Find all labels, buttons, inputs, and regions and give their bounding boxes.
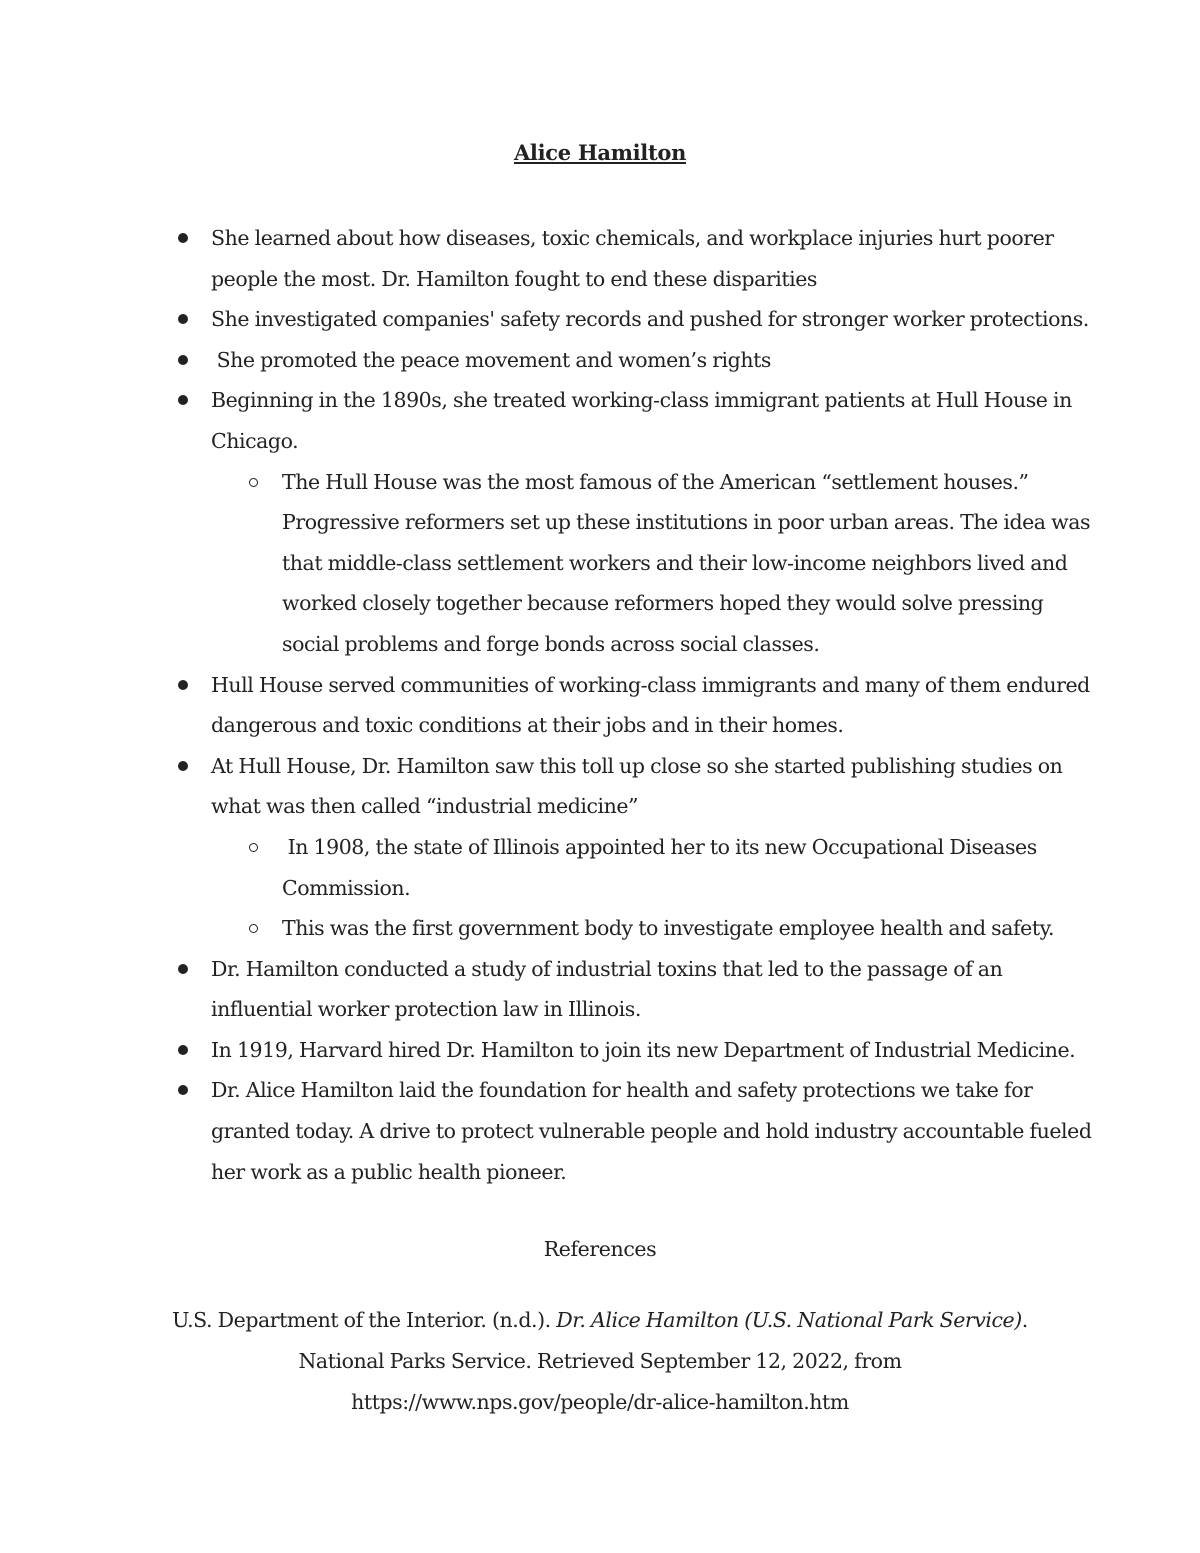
list-item-line: She learned about how diseases, toxic chemicals, and workplace injuries hurt poorer	[211, 226, 1054, 250]
list-item-line: In 1919, Harvard hired Dr. Hamilton to join its new Department of Industrial Medicine.	[211, 1037, 1076, 1062]
list-item-line: Commission.	[282, 875, 411, 900]
bullet-list	[0, 218, 1200, 1192]
list-item	[0, 949, 1200, 1030]
list-item	[0, 299, 1200, 340]
references-heading: References	[543, 1237, 657, 1261]
reference-url: https://www.nps.gov/people/dr-alice-hamilton.htm	[351, 1390, 849, 1414]
filled-bullet-icon	[178, 761, 188, 771]
reference-line	[0, 1300, 1200, 1341]
list-item-line: In 1908, the state of Illinois appointed her to its new Occupational Diseases	[282, 834, 1037, 859]
list-item	[0, 1030, 1200, 1071]
list-item-line: Progressive reformers set up these institutions in poor urban areas. The idea was	[282, 510, 1091, 535]
sub-list-item	[0, 827, 1200, 908]
sub-list-item	[0, 908, 1200, 949]
filled-bullet-icon	[178, 395, 188, 405]
list-item-line: Dr. Hamilton conducted a study of industrial toxins that led to the passage of an	[211, 956, 1003, 981]
list-item	[0, 665, 1200, 746]
list-item	[0, 1070, 1200, 1192]
filled-bullet-icon	[178, 1045, 188, 1055]
list-item-line: Dr. Alice Hamilton laid the foundation for health and safety protections we take for	[211, 1078, 1033, 1103]
list-item-line: people the most. Dr. Hamilton fought to end these disparities	[211, 266, 817, 291]
filled-bullet-icon	[178, 680, 188, 690]
list-item-line: Chicago.	[211, 428, 299, 453]
list-item-line: At Hull House, Dr. Hamilton saw this toll up close so she started publishing studies on	[211, 753, 1063, 778]
filled-bullet-icon	[178, 314, 188, 324]
reference-line: National Parks Service. Retrieved September 12, 2022, from	[298, 1349, 902, 1373]
list-item-line: granted today. A drive to protect vulnerable people and hold industry accountable fueled	[211, 1119, 1092, 1144]
hollow-bullet-icon	[249, 924, 258, 933]
list-item-line: influential worker protection law in Illinois.	[211, 997, 641, 1022]
list-item-line: her work as a public health pioneer.	[211, 1159, 567, 1184]
list-item-line: This was the first government body to investigate employee health and safety.	[282, 916, 1055, 941]
reference-punctuation: .	[1021, 1308, 1028, 1332]
list-item-line: Beginning in the 1890s, she treated working-class immigrant patients at Hull House in	[211, 388, 1072, 413]
filled-bullet-icon	[178, 233, 188, 243]
list-item-line: that middle-class settlement workers and their low-income neighbors lived and	[282, 550, 1068, 575]
reference-entry	[0, 1300, 1200, 1423]
list-item-line: She promoted the peace movement and women’s rights	[211, 347, 771, 372]
filled-bullet-icon	[178, 964, 188, 974]
filled-bullet-icon	[178, 1085, 188, 1095]
list-item-line: Hull House served communities of working-class immigrants and many of them endured	[211, 672, 1090, 697]
list-item-line: worked closely together because reformers hoped they would solve pressing	[282, 591, 1044, 616]
list-item-line: The Hull House was the most famous of the American “settlement houses.”	[282, 469, 1029, 494]
document-title: Alice Hamilton	[513, 140, 687, 165]
list-item-line: social problems and forge bonds across social classes.	[282, 631, 820, 656]
list-item	[0, 746, 1200, 827]
list-item	[0, 218, 1200, 299]
sub-list-item	[0, 462, 1200, 665]
list-item	[0, 380, 1200, 461]
filled-bullet-icon	[178, 355, 188, 365]
list-item-line: what was then called “industrial medicine”	[211, 794, 639, 819]
list-item-line: She investigated companies' safety records and pushed for stronger worker protections.	[211, 307, 1089, 332]
reference-work-title: Dr. Alice Hamilton (U.S. National Park Service)	[556, 1308, 1022, 1332]
hollow-bullet-icon	[249, 478, 258, 487]
reference-author-date: U.S. Department of the Interior. (n.d.).	[172, 1308, 557, 1332]
list-item	[0, 340, 1200, 381]
list-item-line: dangerous and toxic conditions at their jobs and in their homes.	[211, 713, 844, 738]
hollow-bullet-icon	[249, 843, 258, 852]
